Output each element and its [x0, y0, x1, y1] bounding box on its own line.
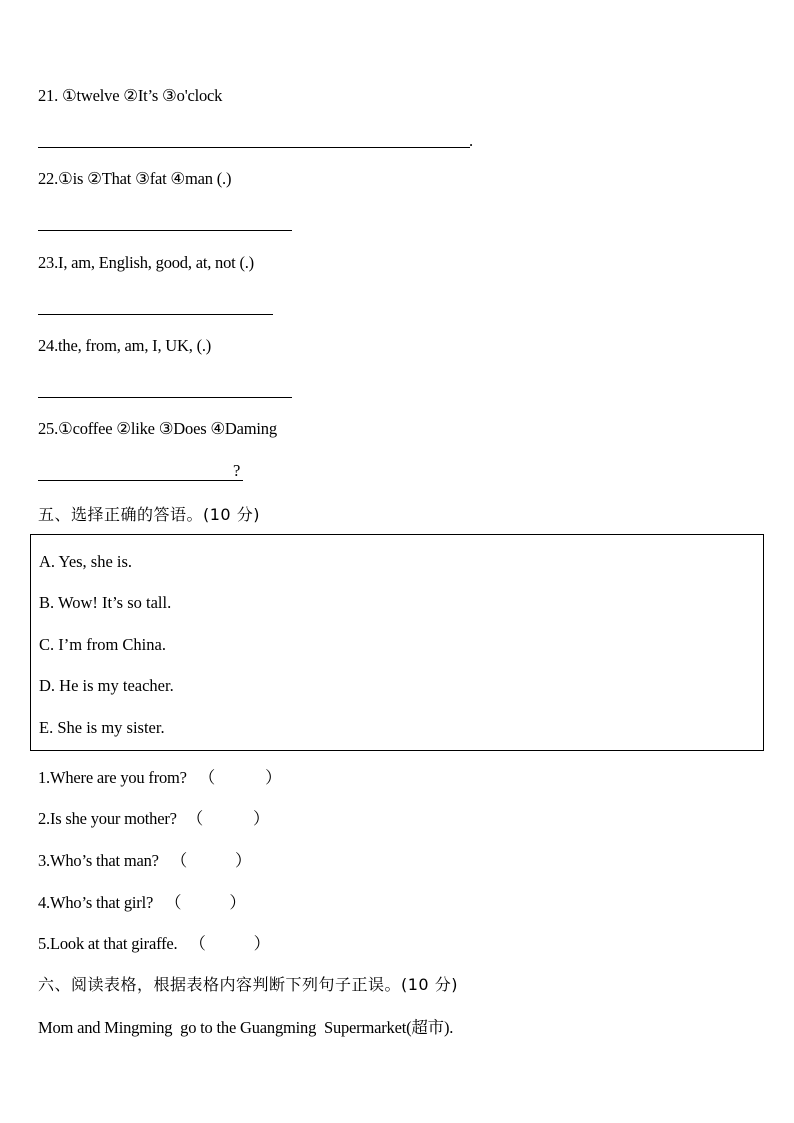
match-question-4: [38, 889, 246, 913]
match-question-text: 3.Who’s that man?: [38, 851, 159, 870]
section-6-heading: 六、阅读表格，根据表格内容判断下列句子正误。(10 分): [38, 975, 458, 994]
option-e: E. She is my sister.: [39, 718, 165, 737]
answer-line-24[interactable]: [38, 397, 292, 398]
answer-line-25[interactable]: [38, 480, 243, 481]
answer-end-mark-21: .: [469, 131, 473, 150]
match-question-3: [38, 847, 251, 871]
match-question-text: 2.Is she your mother?: [38, 809, 177, 828]
match-question-5: [38, 930, 270, 954]
answer-line-22[interactable]: [38, 230, 292, 231]
match-question-1: [38, 764, 282, 788]
question-21: 21. ①twelve ②It’s ③o'clock: [38, 86, 223, 105]
answer-options-box: [30, 534, 764, 751]
option-d: D. He is my teacher.: [39, 676, 174, 695]
answer-blank[interactable]: （ ）: [198, 768, 282, 787]
match-question-text: 1.Where are you from?: [38, 768, 187, 787]
answer-blank[interactable]: （ ）: [186, 809, 270, 828]
match-question-text: 5.Look at that giraffe.: [38, 934, 178, 953]
question-22: 22.①is ②That ③fat ④man (.): [38, 169, 232, 188]
answer-blank[interactable]: （ ）: [189, 934, 270, 953]
answer-line-23[interactable]: [38, 314, 273, 315]
section-6-sentence: Mom and Mingming go to the Guangming Supermarket(超市).: [38, 1018, 454, 1037]
answer-blank[interactable]: （ ）: [165, 893, 246, 912]
option-a: A. Yes, she is.: [39, 552, 133, 571]
question-23: 23.I, am, English, good, at, not (.): [38, 253, 254, 272]
question-25: 25.①coffee ②like ③Does ④Daming: [38, 419, 277, 438]
option-c: C. I’m from China.: [39, 635, 166, 654]
section-5-heading: 五、选择正确的答语。(10 分): [38, 505, 260, 524]
question-24: 24.the, from, am, I, UK, (.): [38, 336, 212, 355]
option-b: B. Wow! It’s so tall.: [39, 593, 172, 612]
answer-blank[interactable]: （ ）: [170, 851, 252, 870]
answer-line-21[interactable]: [38, 147, 470, 148]
answer-end-mark-25: ?: [233, 461, 241, 480]
match-question-2: [38, 805, 269, 829]
match-question-text: 4.Who’s that girl?: [38, 893, 154, 912]
